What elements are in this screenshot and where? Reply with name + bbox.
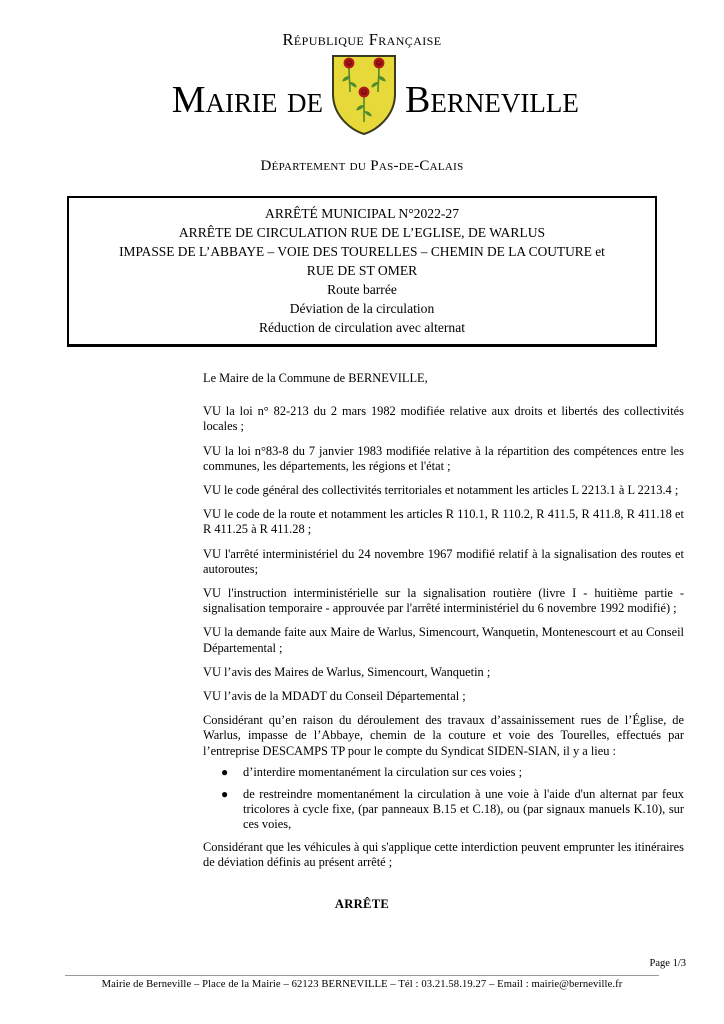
body-paragraph-vu-3: VU le code général des collectivités territoriales et notamment les articles L 2213.1 à L 2213.4 ; [203, 483, 679, 498]
footer-contact-line: Mairie de Berneville – Place de la Mairie – 62123 BERNEVILLE – Tél : 03.21.58.19.27 – Email : mairie@berneville.fr [101, 979, 623, 990]
body-paragraph-vu-1: VU la loi n° 82-213 du 2 mars 1982 modifiée relative aux droits et libertés des collectivités locales ; [203, 404, 684, 434]
coat-of-arms-berneville [331, 54, 397, 136]
title-line-3: IMPASSE DE L’ABBAYE – VOIE DES TOURELLES – CHEMIN DE LA COUTURE et [119, 244, 605, 259]
arrete-title-box [67, 196, 657, 347]
title-line-2: ARRÊTE DE CIRCULATION RUE DE L’EGLISE, DE WARLUS [178, 225, 546, 240]
body-intro: Le Maire de la Commune de BERNEVILLE, [203, 371, 428, 385]
bullet-icon: ● [221, 764, 229, 779]
title-line-1: ARRÊTÉ MUNICIPAL N°2022-27 [265, 206, 459, 221]
body-paragraph-vu-2: VU la loi n°83-8 du 7 janvier 1983 modifiée relative à la répartition des compétences entre les communes, les départements, les régions et l'état ; [203, 443, 684, 473]
page-number: Page 1/3 [649, 958, 686, 969]
document-header [0, 0, 724, 175]
list-item [221, 764, 684, 780]
body-paragraph-vu-8: VU l’avis des Maires de Warlus, Simencourt, Wanquetin ; [203, 664, 491, 679]
title-line-7: Réduction de circulation avec alternat [258, 320, 466, 335]
commune-name-text: Berneville [405, 79, 579, 121]
title-line-4: RUE DE ST OMER [306, 263, 418, 278]
list-item-label: de restreindre momentanément la circulation à une voie à l'aide d'un alternat par feux tricolores à cycle fixe, (par panneaux B.15 et C.18), ou (par signaux manuels K.10), sur ces voies, [243, 787, 684, 832]
body-paragraph-considerant-2: Considérant que les véhicules à qui s'applique cette interdiction peuvent emprunter les itinéraires de déviation définis au présent arrêté ; [203, 839, 684, 869]
document-body [203, 371, 684, 870]
mairie-title-row [0, 54, 724, 146]
departement-heading: Département du Pas-de-Calais [260, 158, 464, 174]
shield-svg [331, 54, 397, 136]
title-line-6: Déviation de la circulation [289, 301, 435, 316]
body-paragraph-vu-4: VU le code de la route et notamment les articles R 110.1, R 110.2, R 411.5, R 411.8, R 411.18 et R 411.25 à R 411.28 ; [203, 507, 684, 537]
body-paragraph-vu-9: VU l’avis de la MDADT du Conseil Départemental ; [203, 689, 466, 704]
body-paragraph-vu-6: VU l'instruction interministérielle sur la signalisation routière (livre I - huitième partie - signalisation temporaire - approuvée par l'arrêté interministériel du 6 novembre 1992 modifié) ; [203, 586, 684, 616]
body-paragraph-vu-7: VU la demande faite aux Maire de Warlus, Simencourt, Wanquetin, Montenescourt et au Conseil Départemental ; [203, 625, 684, 655]
footer-divider [65, 975, 659, 976]
list-item-label: d’interdire momentanément la circulation sur ces voies ; [243, 764, 523, 779]
reasons-list [203, 765, 684, 833]
body-paragraph-considerant-1: Considérant qu’en raison du déroulement des travaux d’assainissement rues de l’Église, de Warlus, impasse de l’Abbaye, chemin de la couture et voie des Tourelles, effectués par l’entreprise DESCAMPS TP pour le compte du Syndicat SIDEN-SIAN, il y a lieu : [203, 713, 684, 758]
body-paragraph-vu-5: VU l'arrêté interministériel du 24 novembre 1967 modifié relatif à la signalisation des routes et autoroutes; [203, 546, 684, 576]
title-line-5: Route barrée [327, 282, 397, 297]
arrete-decision-heading: ARRÊTE [334, 897, 390, 911]
list-item [221, 787, 684, 833]
bullet-icon: ● [221, 787, 229, 802]
republique-francaise-heading: République Française [282, 30, 442, 49]
mairie-prefix-text: Mairie de [171, 79, 323, 121]
